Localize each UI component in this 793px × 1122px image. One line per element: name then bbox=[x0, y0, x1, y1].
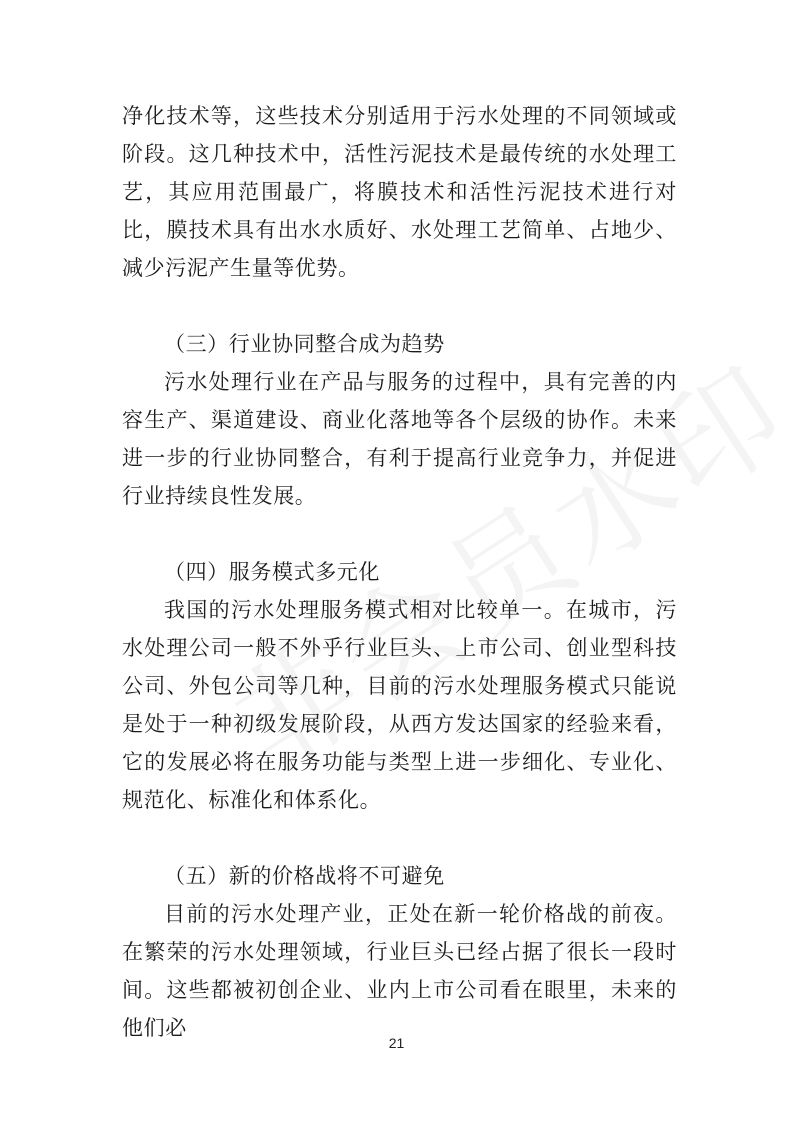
paragraph-continued: 净化技术等，这些技术分别适用于污水处理的不同领域或阶段。这几种技术中，活性污泥技术是最传统的水处理工艺，其应用范围最广，将膜技术和活性污泥技术进行对比，膜技术具有出水水质好、水处理工艺简单、占地少、减少污泥产生量等优势。 bbox=[122, 104, 677, 280]
section-heading-3: （三）行业协同整合成为趋势 bbox=[164, 332, 445, 356]
spacer bbox=[122, 515, 677, 553]
section-body-5: 目前的污水处理产业，正处在新一轮价格战的前夜。在繁荣的污水处理领域，行业巨头已经占据了很长一段时间。这些都被初创企业、业内上市公司看在眼里，未来的他们必 bbox=[122, 902, 677, 1040]
spacer bbox=[122, 287, 677, 325]
page-content bbox=[122, 97, 677, 1047]
section-heading-4: （四）服务模式多元化 bbox=[164, 560, 380, 584]
section-body-4: 我国的污水处理服务模式相对比较单一。在城市，污水处理公司一般不外乎行业巨头、上市公司、创业型科技公司、外包公司等几种，目前的污水处理服务模式只能说是处于一种初级发展阶段，从西方发达国家的经验来看，它的发展必将在服务功能与类型上进一步细化、专业化、规范化、标准化和体系化。 bbox=[122, 598, 677, 812]
section-heading-5: （五）新的价格战将不可避免 bbox=[164, 864, 445, 888]
page-number: 21 bbox=[388, 1035, 405, 1051]
section-body-3: 污水处理行业在产品与服务的过程中，具有完善的内容生产、渠道建设、商业化落地等各个层级的协作。未来进一步的行业协同整合，有利于提高行业竞争力，并促进行业持续良性发展。 bbox=[122, 370, 677, 508]
spacer bbox=[122, 819, 677, 857]
